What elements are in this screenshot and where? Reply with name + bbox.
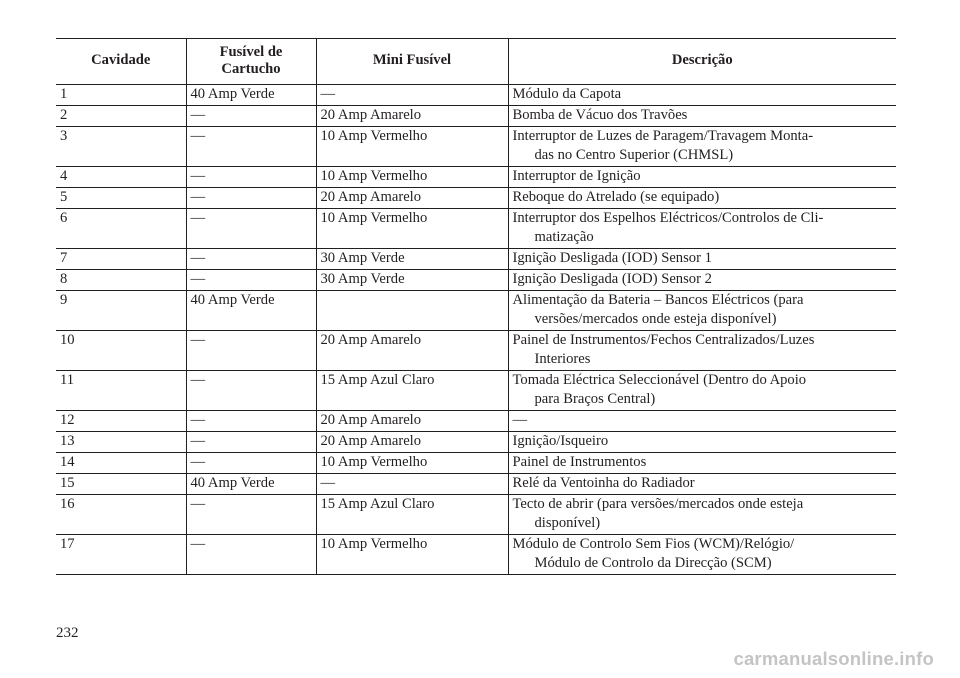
cell-description <box>508 106 896 127</box>
description-line: Bomba de Vácuo dos Travões <box>512 107 688 123</box>
cell-cartridge-fuse: — <box>186 270 316 291</box>
cell-cartridge-fuse: — <box>186 249 316 270</box>
header-description: Descrição <box>508 39 896 85</box>
description-line: Ignição Desligada (IOD) Sensor 2 <box>512 271 712 287</box>
description-line: Módulo de Controlo Sem Fios (WCM)/Relógio/ <box>512 536 795 552</box>
description-line: Interruptor de Luzes de Paragem/Travagem Monta- <box>512 128 814 144</box>
cell-description <box>508 209 896 249</box>
cell-description <box>508 85 896 106</box>
cell-description <box>508 535 896 575</box>
cell-cavity: 10 <box>56 331 186 371</box>
cell-description <box>508 331 896 371</box>
description-line: Interiores <box>534 351 591 367</box>
cell-description <box>508 371 896 411</box>
cell-cavity: 1 <box>56 85 186 106</box>
cell-mini-fuse: 15 Amp Azul Claro <box>316 371 508 411</box>
table-row <box>56 209 896 249</box>
description-line: matização <box>534 229 594 245</box>
cell-cavity: 5 <box>56 188 186 209</box>
cell-description <box>508 432 896 453</box>
cell-cavity: 15 <box>56 474 186 495</box>
header-cavity: Cavidade <box>56 39 186 85</box>
cell-cavity: 2 <box>56 106 186 127</box>
cell-cavity: 7 <box>56 249 186 270</box>
cell-mini-fuse: 20 Amp Amarelo <box>316 188 508 209</box>
table-row <box>56 249 896 270</box>
cell-cavity: 9 <box>56 291 186 331</box>
header-mini-fuse: Mini Fusível <box>316 39 508 85</box>
cell-description <box>508 249 896 270</box>
cell-mini-fuse: 10 Amp Vermelho <box>316 209 508 249</box>
cell-cavity: 13 <box>56 432 186 453</box>
cell-description <box>508 270 896 291</box>
cell-description <box>508 411 896 432</box>
table-row <box>56 411 896 432</box>
table-row <box>56 188 896 209</box>
cell-cartridge-fuse: — <box>186 411 316 432</box>
cell-description <box>508 127 896 167</box>
table-row <box>56 167 896 188</box>
fuse-table <box>56 38 896 575</box>
description-line: Reboque do Atrelado (se equipado) <box>512 189 720 205</box>
table-row <box>56 106 896 127</box>
cell-mini-fuse: 10 Amp Vermelho <box>316 535 508 575</box>
description-line: Painel de Instrumentos <box>512 454 647 470</box>
cell-mini-fuse: 20 Amp Amarelo <box>316 432 508 453</box>
table-row <box>56 432 896 453</box>
header-cartridge-fuse: Fusível de Cartucho <box>186 39 316 85</box>
cell-cartridge-fuse: — <box>186 106 316 127</box>
cell-mini-fuse: — <box>316 85 508 106</box>
table-row <box>56 371 896 411</box>
cell-mini-fuse: 10 Amp Vermelho <box>316 453 508 474</box>
description-line: Tomada Eléctrica Seleccionável (Dentro do Apoio <box>512 372 807 388</box>
table-body <box>56 85 896 575</box>
description-line: das no Centro Superior (CHMSL) <box>534 147 734 163</box>
cell-mini-fuse <box>316 291 508 331</box>
description-line: Alimentação da Bateria – Bancos Eléctricos (para <box>512 292 804 308</box>
cell-cavity: 17 <box>56 535 186 575</box>
page-number: 232 <box>56 625 79 641</box>
cell-description <box>508 453 896 474</box>
table-row <box>56 535 896 575</box>
cell-description <box>508 167 896 188</box>
description-line: para Braços Central) <box>534 391 656 407</box>
cell-cartridge-fuse: — <box>186 495 316 535</box>
cell-cavity: 11 <box>56 371 186 411</box>
table-row <box>56 331 896 371</box>
cell-cartridge-fuse: — <box>186 432 316 453</box>
cell-mini-fuse: 15 Amp Azul Claro <box>316 495 508 535</box>
cell-description <box>508 474 896 495</box>
table-row <box>56 85 896 106</box>
cell-cartridge-fuse: — <box>186 209 316 249</box>
table-row <box>56 127 896 167</box>
cell-cavity: 14 <box>56 453 186 474</box>
cell-mini-fuse: 20 Amp Amarelo <box>316 411 508 432</box>
table-row <box>56 291 896 331</box>
cell-cartridge-fuse: — <box>186 167 316 188</box>
description-line: Interruptor de Ignição <box>512 168 641 184</box>
cell-cartridge-fuse: — <box>186 331 316 371</box>
cell-description <box>508 495 896 535</box>
description-line: Módulo da Capota <box>512 86 622 102</box>
description-line: Ignição/Isqueiro <box>512 433 609 449</box>
description-line: Interruptor dos Espelhos Eléctricos/Controlos de Cli- <box>512 210 824 226</box>
description-line: — <box>512 412 528 428</box>
description-line: Ignição Desligada (IOD) Sensor 1 <box>512 250 712 266</box>
table-header-row <box>56 39 896 85</box>
table-row <box>56 495 896 535</box>
cell-cavity: 6 <box>56 209 186 249</box>
cell-description <box>508 291 896 331</box>
cell-cavity: 8 <box>56 270 186 291</box>
cell-cartridge-fuse: — <box>186 127 316 167</box>
cell-mini-fuse: 30 Amp Verde <box>316 270 508 291</box>
cell-cavity: 3 <box>56 127 186 167</box>
description-line: Módulo de Controlo da Direcção (SCM) <box>534 555 772 571</box>
description-line: disponível) <box>534 515 601 531</box>
cell-mini-fuse: 30 Amp Verde <box>316 249 508 270</box>
description-line: Painel de Instrumentos/Fechos Centralizados/Luzes <box>512 332 815 348</box>
description-line: versões/mercados onde esteja disponível) <box>534 311 777 327</box>
description-line: Tecto de abrir (para versões/mercados onde esteja <box>512 496 804 512</box>
cell-cavity: 12 <box>56 411 186 432</box>
cell-cavity: 4 <box>56 167 186 188</box>
cell-cartridge-fuse: — <box>186 453 316 474</box>
cell-mini-fuse: 20 Amp Amarelo <box>316 331 508 371</box>
description-line: Relé da Ventoinha do Radiador <box>512 475 695 491</box>
cell-description <box>508 188 896 209</box>
watermark-text: carmanualsonline.info <box>733 648 934 669</box>
cell-cartridge-fuse: — <box>186 535 316 575</box>
cell-mini-fuse: 20 Amp Amarelo <box>316 106 508 127</box>
cell-mini-fuse: 10 Amp Vermelho <box>316 127 508 167</box>
cell-mini-fuse: 10 Amp Vermelho <box>316 167 508 188</box>
cell-cavity: 16 <box>56 495 186 535</box>
cell-cartridge-fuse: — <box>186 188 316 209</box>
cell-cartridge-fuse: 40 Amp Verde <box>186 291 316 331</box>
cell-cartridge-fuse: — <box>186 371 316 411</box>
cell-cartridge-fuse: 40 Amp Verde <box>186 474 316 495</box>
table-row <box>56 270 896 291</box>
table-row <box>56 474 896 495</box>
cell-mini-fuse: — <box>316 474 508 495</box>
table-row <box>56 453 896 474</box>
cell-cartridge-fuse: 40 Amp Verde <box>186 85 316 106</box>
